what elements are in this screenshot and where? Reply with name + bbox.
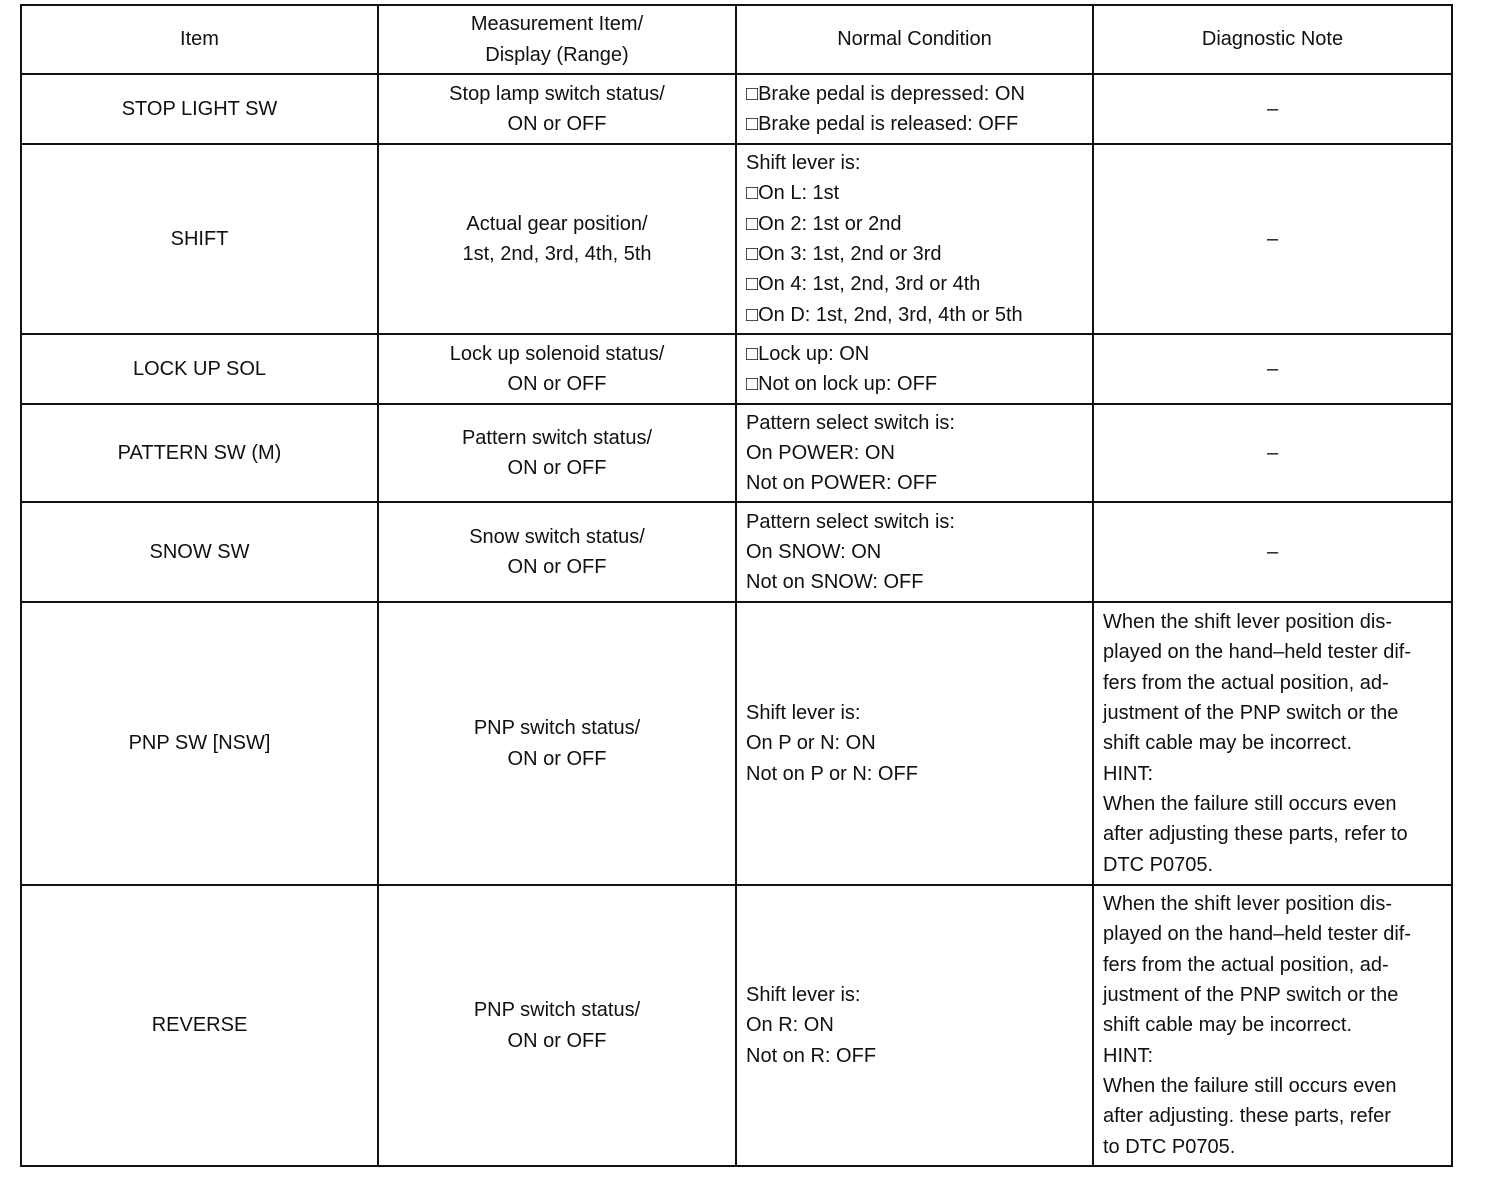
note-line: fers from the actual position, ad- [1103,671,1389,694]
condition-line: Shift lever is: [746,984,861,1007]
normal-condition-cell [736,334,1093,404]
measurement-line: Stop lamp switch status/ [449,82,665,105]
table-row [21,144,1452,334]
note-line: justment of the PNP switch or the [1103,702,1399,725]
table-row [21,404,1452,502]
measurement-line: Lock up solenoid status/ [449,342,665,365]
condition-line: Not on POWER: OFF [746,472,938,495]
measurement-line: ON or OFF [507,747,607,770]
note-line: When the failure still occurs even [1103,792,1397,815]
table-row [21,502,1452,602]
header-measurement [378,5,736,74]
header-normal-condition: Normal Condition [736,5,1093,74]
measurement-line: Pattern switch status/ [461,426,653,449]
measurement-cell [378,502,736,602]
condition-line: □On 3: 1st, 2nd or 3rd [746,243,942,265]
note-line: HINT: [1103,762,1153,785]
normal-condition-cell [736,404,1093,502]
diagnostic-note-cell [1093,334,1452,404]
normal-condition-cell [736,74,1093,144]
diagnostic-note-cell [1093,502,1452,602]
note-line: after adjusting these parts, refer to [1103,823,1408,846]
condition-line: □On D: 1st, 2nd, 3rd, 4th or 5th [746,303,1023,326]
normal-condition-cell [736,885,1093,1166]
condition-line: Pattern select switch is: [746,411,955,434]
condition-line: Not on P or N: OFF [746,762,918,785]
condition-line: Shift lever is: [746,702,861,725]
measurement-line: ON or OFF [507,1029,607,1052]
item-cell: LOCK UP SOL [21,334,378,404]
note-line: HINT: [1103,1044,1153,1067]
measurement-line: 1st, 2nd, 3rd, 4th, 5th [462,243,652,265]
table-row [21,334,1452,404]
note-line: When the shift lever position dis- [1103,611,1393,634]
measurement-cell [378,74,736,144]
measurement-cell [378,885,736,1166]
note-line: – [1266,97,1279,120]
condition-line: □Not on lock up: OFF [746,373,938,395]
measurement-line: Actual gear position/ [466,212,648,235]
note-line: shift cable may be incorrect. [1103,732,1352,755]
note-line: When the shift lever position dis- [1103,893,1393,916]
measurement-line: PNP switch status/ [473,717,641,740]
note-line: to DTC P0705. [1103,1135,1236,1158]
note-line: – [1266,227,1279,250]
note-line: DTC P0705. [1103,853,1214,876]
diagnostic-data-table [20,4,1453,1167]
condition-line: □On L: 1st [746,182,840,205]
note-line: after adjusting. these parts, refer [1103,1105,1391,1128]
condition-line: On R: ON [746,1014,834,1037]
measurement-cell [378,602,736,885]
condition-line: Pattern select switch is: [746,510,955,533]
diagnostic-note-cell [1093,602,1452,885]
condition-line: □On 2: 1st or 2nd [746,212,902,235]
note-line: – [1266,441,1279,464]
note-line: played on the hand–held tester dif- [1103,923,1411,946]
header-measurement-line: Measurement Item/ [470,13,644,36]
condition-line: □Brake pedal is released: OFF [746,113,1019,135]
measurement-line: Snow switch status/ [469,525,645,548]
condition-line: □Brake pedal is depressed: ON [746,82,1025,105]
measurement-line: ON or OFF [507,556,607,578]
condition-line: On POWER: ON [746,441,895,464]
note-line: played on the hand–held tester dif- [1103,641,1411,664]
table-row [21,74,1452,144]
item-cell: REVERSE [21,885,378,1166]
diagnostic-note-cell [1093,885,1452,1166]
measurement-line: ON or OFF [507,457,607,479]
measurement-cell [378,334,736,404]
header-row [21,5,1452,74]
condition-line: □Lock up: ON [746,342,870,365]
note-line: fers from the actual position, ad- [1103,953,1389,976]
normal-condition-cell [736,602,1093,885]
normal-condition-cell [736,502,1093,602]
item-cell: PATTERN SW (M) [21,404,378,502]
measurement-cell [378,404,736,502]
diagnostic-note-cell [1093,144,1452,334]
measurement-line: ON or OFF [507,373,607,395]
note-line: shift cable may be incorrect. [1103,1014,1352,1037]
condition-line: On SNOW: ON [746,540,882,563]
condition-line: Not on R: OFF [746,1044,877,1067]
measurement-line: PNP switch status/ [473,999,641,1022]
diagnostic-note-cell [1093,404,1452,502]
header-item: Item [21,5,378,74]
table-row [21,602,1452,885]
measurement-cell [378,144,736,334]
note-line: When the failure still occurs even [1103,1074,1397,1097]
item-cell: SNOW SW [21,502,378,602]
note-line: – [1266,357,1279,380]
item-cell: SHIFT [21,144,378,334]
condition-line: On P or N: ON [746,732,876,755]
header-diagnostic-note: Diagnostic Note [1093,5,1452,74]
condition-line: □On 4: 1st, 2nd, 3rd or 4th [746,273,981,296]
item-cell: STOP LIGHT SW [21,74,378,144]
note-line: – [1266,540,1279,563]
diagnostic-note-cell [1093,74,1452,144]
condition-line: Not on SNOW: OFF [746,571,924,594]
table-row [21,885,1452,1166]
condition-line: Shift lever is: [746,152,861,175]
header-measurement-line: Display (Range) [485,43,629,66]
note-line: justment of the PNP switch or the [1103,984,1399,1007]
item-cell: PNP SW [NSW] [21,602,378,885]
measurement-line: ON or OFF [507,113,607,135]
normal-condition-cell [736,144,1093,334]
